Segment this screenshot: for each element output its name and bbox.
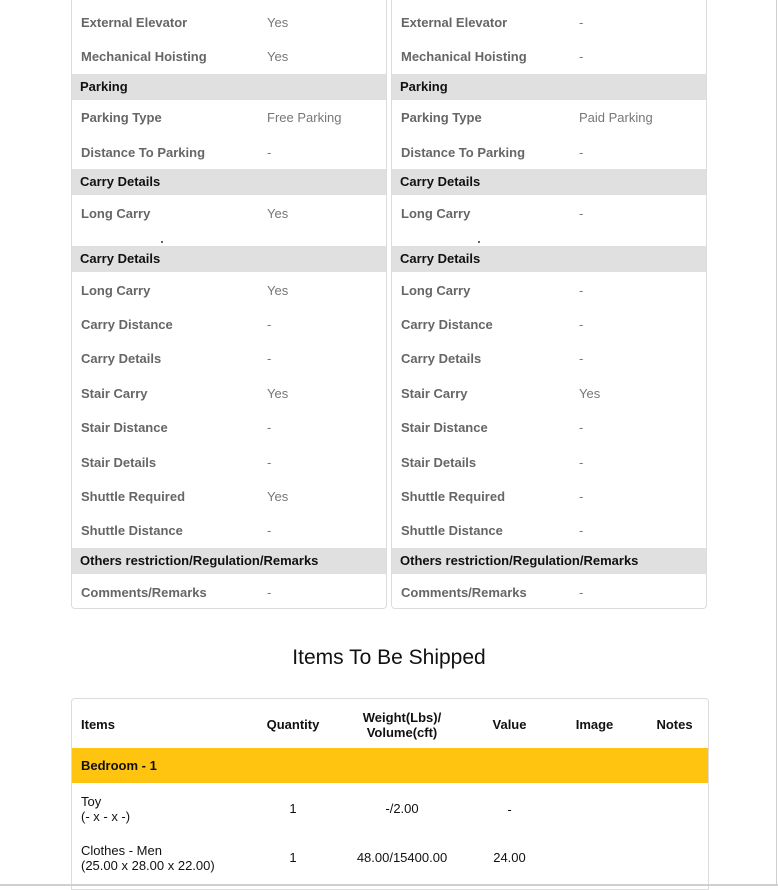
detail-value: - <box>579 489 584 504</box>
item-value: 24.00 <box>493 850 526 865</box>
detail-value: Yes <box>267 283 289 298</box>
detail-label: Parking Type <box>81 110 162 125</box>
detail-value: - <box>267 455 272 470</box>
item-weight-volume: -/2.00 <box>385 801 419 816</box>
items-section-title: Items To Be Shipped <box>292 646 486 669</box>
detail-value: - <box>579 455 584 470</box>
detail-value: - <box>579 317 584 332</box>
detail-value: - <box>267 351 272 366</box>
page-edge <box>776 0 777 886</box>
item-value: - <box>507 802 512 817</box>
detail-label: Carry Details <box>401 351 482 366</box>
detail-value: - <box>579 283 584 298</box>
section-header-others: Others restriction/Regulation/Remarks <box>72 548 386 574</box>
detail-value: - <box>579 585 584 600</box>
item-cell <box>81 794 130 824</box>
detail-label: External Elevator <box>401 15 508 30</box>
detail-value: Yes <box>267 206 289 221</box>
detail-value: - <box>579 145 584 160</box>
section-header-carry: Carry Details <box>72 169 386 195</box>
section-header-carry: Carry Details <box>392 246 706 272</box>
item-quantity: 1 <box>289 801 297 816</box>
detail-value: Yes <box>267 386 289 401</box>
detail-label: Comments/Remarks <box>401 585 527 600</box>
item-quantity: 1 <box>289 850 297 865</box>
detail-value: - <box>579 49 584 64</box>
detail-value: Yes <box>267 15 289 30</box>
detail-label: Stair Details <box>81 455 157 470</box>
detail-value: - <box>267 420 272 435</box>
detail-label: External Elevator <box>81 15 188 30</box>
item-dimensions: (25.00 x 28.00 x 22.00) <box>81 858 215 873</box>
column-header-value: Value <box>492 717 527 732</box>
detail-label: Distance To Parking <box>81 145 206 160</box>
detail-label: Carry Distance <box>81 317 173 332</box>
column-header-image: Image <box>575 717 614 732</box>
item-dimensions: (- x - x -) <box>81 809 131 824</box>
item-weight-volume: 48.00/15400.00 <box>356 850 448 865</box>
item-name: Clothes - Men <box>81 843 162 858</box>
artifact-dot <box>478 241 480 243</box>
detail-label: Long Carry <box>81 283 151 298</box>
detail-label: Shuttle Required <box>401 489 506 504</box>
detail-label: Stair Details <box>401 455 477 470</box>
origin-details-panel <box>71 0 387 609</box>
section-header-carry: Carry Details <box>72 246 386 272</box>
detail-value: - <box>579 420 584 435</box>
detail-label: Mechanical Hoisting <box>81 49 207 64</box>
destination-details-panel <box>391 0 707 609</box>
detail-label: Comments/Remarks <box>81 585 207 600</box>
detail-label: Carry Details <box>81 351 162 366</box>
detail-label: Stair Carry <box>401 386 468 401</box>
column-header-notes: Notes <box>656 717 693 732</box>
section-header-parking: Parking <box>392 74 706 100</box>
detail-value: - <box>579 523 584 538</box>
category-row: Bedroom - 1 <box>72 748 708 783</box>
detail-label: Carry Distance <box>401 317 493 332</box>
detail-label: Long Carry <box>81 206 151 221</box>
detail-value: Yes <box>267 49 289 64</box>
section-header-others: Others restriction/Regulation/Remarks <box>392 548 706 574</box>
item-cell <box>81 843 215 873</box>
detail-value: - <box>267 317 272 332</box>
detail-label: Mechanical Hoisting <box>401 49 527 64</box>
detail-label: Stair Distance <box>401 420 488 435</box>
section-header-carry: Carry Details <box>392 169 706 195</box>
detail-value: - <box>267 523 272 538</box>
detail-label: Long Carry <box>401 283 471 298</box>
section-header-parking: Parking <box>72 74 386 100</box>
artifact-dot <box>161 241 163 243</box>
detail-value: - <box>267 585 272 600</box>
detail-label: Shuttle Distance <box>81 523 183 538</box>
volume-header-line: Volume(cft) <box>366 725 438 740</box>
detail-value: Free Parking <box>267 110 342 125</box>
weight-header-line: Weight(Lbs)/ <box>362 710 442 725</box>
detail-value: Paid Parking <box>579 110 653 125</box>
detail-value: Yes <box>267 489 289 504</box>
detail-value: - <box>579 206 584 221</box>
detail-label: Shuttle Required <box>81 489 186 504</box>
column-header-weight-volume <box>342 710 462 740</box>
detail-label: Stair Carry <box>81 386 148 401</box>
items-table <box>71 698 709 890</box>
column-header-items: Items <box>81 717 115 732</box>
detail-value: - <box>579 15 584 30</box>
detail-label: Long Carry <box>401 206 471 221</box>
detail-label: Parking Type <box>401 110 482 125</box>
item-name: Toy <box>81 794 102 809</box>
detail-value: - <box>267 145 272 160</box>
detail-label: Distance To Parking <box>401 145 526 160</box>
detail-label: Shuttle Distance <box>401 523 503 538</box>
detail-label: Stair Distance <box>81 420 168 435</box>
detail-value: Yes <box>579 386 601 401</box>
column-header-quantity: Quantity <box>266 717 320 732</box>
detail-value: - <box>579 351 584 366</box>
